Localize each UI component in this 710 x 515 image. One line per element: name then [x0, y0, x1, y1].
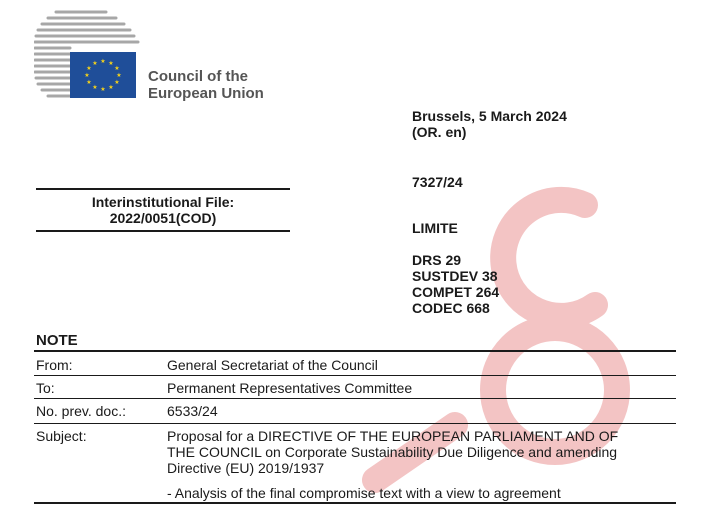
svg-text:★: ★ — [114, 65, 120, 72]
subject-remark: - Analysis of the final compromise text with a view to agreement — [167, 485, 561, 501]
code-codec: CODEC 668 — [412, 300, 490, 316]
to-label: To: — [36, 380, 55, 396]
organization-name — [148, 68, 264, 102]
svg-text:★: ★ — [92, 84, 98, 91]
place-date: Brussels, 5 March 2024 — [412, 108, 567, 124]
code-compet: COMPET 264 — [412, 284, 500, 300]
svg-text:★: ★ — [100, 86, 106, 93]
classification-label: LIMITE — [412, 220, 458, 236]
svg-text:★: ★ — [92, 60, 98, 67]
svg-text:★: ★ — [116, 72, 122, 79]
subject-line: Directive (EU) 2019/1937 — [167, 460, 325, 476]
organization-name-line2: European Union — [148, 85, 264, 102]
svg-text:★: ★ — [86, 65, 92, 72]
subject-line: THE COUNCIL on Corporate Sustainability Due Diligence and amending — [167, 444, 618, 460]
original-language: (OR. en) — [412, 124, 467, 140]
prev-doc-label: No. prev. doc.: — [36, 403, 127, 419]
svg-text:★: ★ — [100, 58, 106, 65]
interinstitutional-file-label: Interinstitutional File: — [91, 194, 235, 210]
code-sustdev: SUSTDEV 38 — [412, 268, 498, 284]
svg-text:★: ★ — [108, 84, 114, 91]
subject-text — [167, 428, 618, 476]
subject-label: Subject: — [36, 428, 87, 444]
to-value: Permanent Representatives Committee — [167, 380, 413, 396]
document-number: 7327/24 — [412, 174, 463, 190]
svg-text:★: ★ — [84, 72, 90, 79]
note-divider — [34, 350, 676, 352]
svg-text:★: ★ — [114, 79, 120, 86]
svg-text:★: ★ — [108, 60, 114, 67]
note-heading: NOTE — [36, 332, 78, 349]
code-drs: DRS 29 — [412, 252, 462, 268]
note-bottom-rule — [34, 502, 676, 504]
row-divider — [34, 423, 676, 424]
organization-name-line1: Council of the — [148, 68, 248, 85]
prev-doc-value: 6533/24 — [167, 403, 218, 419]
subject-line: Proposal for a DIRECTIVE OF THE EUROPEAN PARLIAMENT AND OF — [167, 428, 619, 444]
row-divider — [34, 375, 676, 376]
eu-flag-icon — [70, 52, 136, 98]
from-label: From: — [36, 357, 73, 373]
from-value: General Secretariat of the Council — [167, 357, 378, 373]
svg-text:★: ★ — [86, 79, 92, 86]
row-divider — [34, 398, 676, 399]
interinstitutional-file-number: 2022/0051(COD) — [109, 210, 217, 226]
interinstitutional-file-box — [36, 188, 290, 232]
